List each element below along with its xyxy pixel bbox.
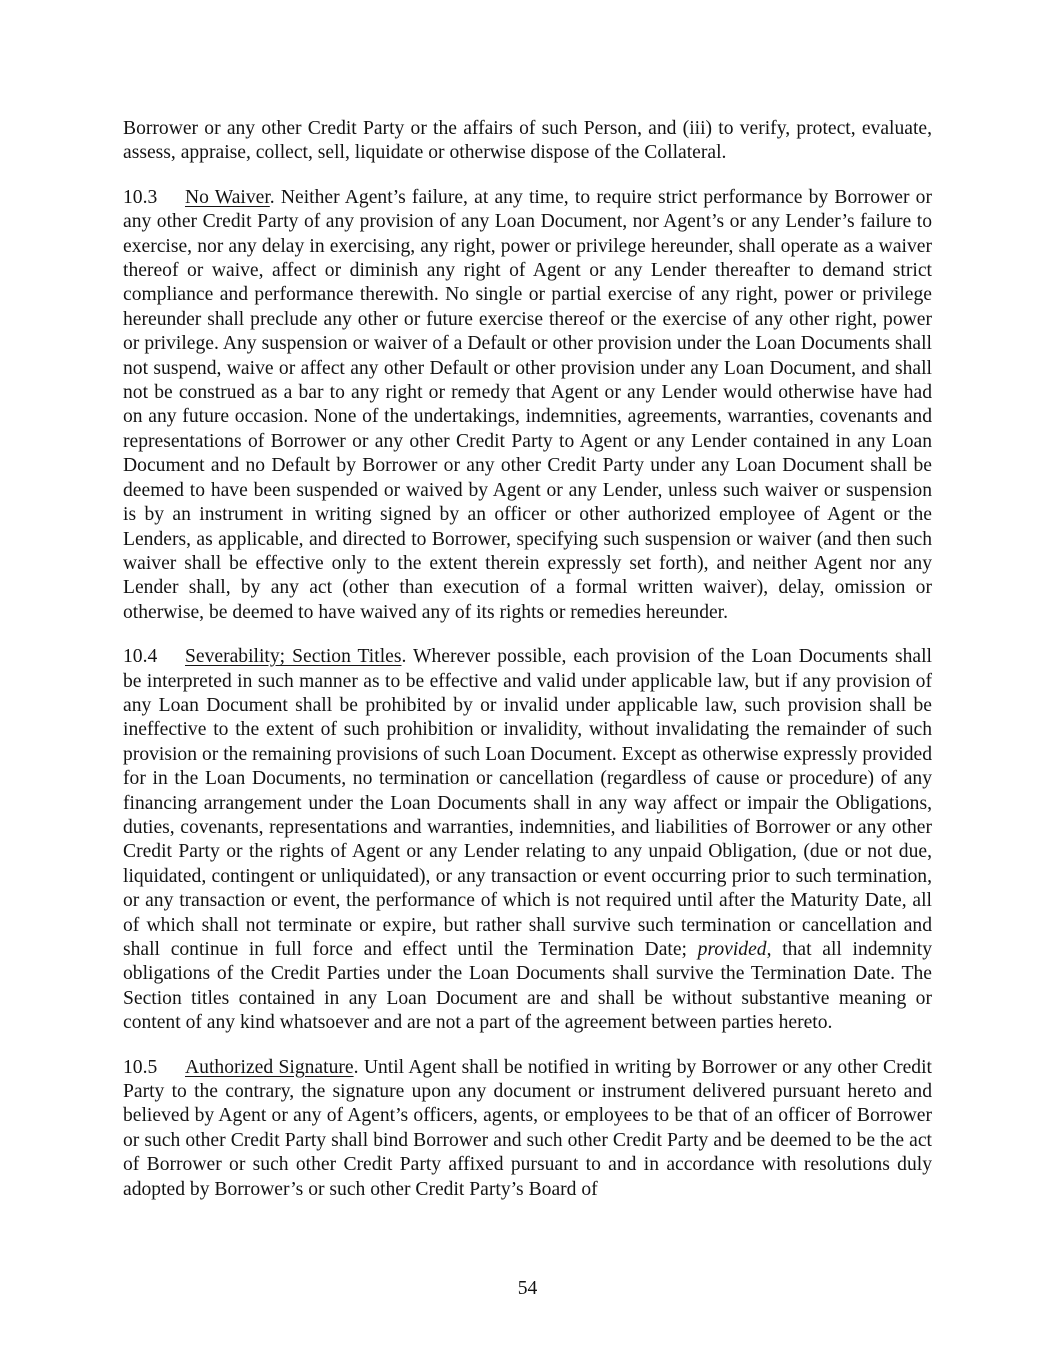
section-10-4-body-part2: , that all indemnity obligations of the Credit Parties under the Loan Documents shall survive the Termination Date. The Section titles contained in any Loan Document are and shall be without substantive meaning or content of any kind whatsoever and are not a part of the agreement between parties hereto. bbox=[123, 939, 932, 1034]
section-10-5-number: 10.5 bbox=[123, 1056, 158, 1078]
section-10-3-body: . Neither Agent’s failure, at any time, to require strict performance by Borrower or any other Credit Party of any provision of any Loan Document, nor Agent’s or any Lender’s failure to exercise, nor any delay in exercising, any right, power or privilege hereunder, shall operate as a waiver thereof or waive, affect or diminish any right of Agent or any Lender thereafter to demand strict compliance and performance therewith. No single or partial exercise of any right, power or privilege hereunder shall preclude any other or future exercise thereof or the exercise of any other right, power or privilege. Any suspension or waiver of a Default or other provision under the Loan Documents shall not suspend, waive or affect any other Default or other provision under any Loan Document, and shall not be construed as a bar to any right or remedy that Agent or any Lender would otherwise have had on any future occasion. None of the undertakings, indemnities, agreements, warranties, covenants and representations of Borrower or any other Credit Party to Agent or any Lender contained in any Loan Document and no Default by Borrower or any other Credit Party under any Loan Document shall be deemed to have been suspended or waived by Agent or any Lender, unless such waiver or suspension is by an instrument in writing signed by an officer or other authorized employee of Agent or the Lenders, as applicable, and directed to Borrower, specifying such suspension or waiver (and then such waiver shall be effective only to the extent therein expressly set forth), and neither Agent nor any Lender shall, by any act (other than execution of a formal written waiver), delay, omission or otherwise, be deemed to have waived any of its rights or remedies hereunder. bbox=[123, 186, 932, 623]
section-10-3-heading: No Waiver bbox=[185, 186, 270, 208]
section-10-3 bbox=[123, 186, 932, 625]
section-10-4-italic-provided: provided bbox=[697, 939, 767, 960]
document-body-text bbox=[123, 117, 932, 1202]
section-10-4-number: 10.4 bbox=[123, 646, 158, 668]
page-number: 54 bbox=[517, 1278, 538, 1299]
section-10-4-heading: Severability; Section Titles bbox=[185, 646, 402, 668]
section-10-4-body-part1: . Wherever possible, each provision of the Loan Documents shall be interpreted in such manner as to be effective and valid under applicable law, but if any provision of any Loan Document shall be prohibited by or invalid under applicable law, such provision shall be ineffective to the extent of such prohibition or invalidity, without invalidating the remainder of such provision or the remaining provisions of such Loan Document. Except as otherwise expressly provided for in the Loan Documents, no termination or cancellation (regardless of cause or procedure) of any financing arrangement under the Loan Documents shall in any way affect or impair the Obligations, duties, covenants, representations and warranties, indemnities, and liabilities of Borrower or any other Credit Party or the rights of Agent or any Lender relating to any unpaid Obligation, (due or not due, liquidated, contingent or unliquidated), or any transaction or event occurring prior to such termination, or any transaction or event, the performance of which is not required until after the Maturity Date, all of which shall not terminate or expire, but rather shall survive such termination or cancellation and shall continue in full force and effect until the Termination Date; bbox=[123, 646, 932, 960]
section-10-5 bbox=[123, 1056, 932, 1202]
section-10-4 bbox=[123, 645, 932, 1036]
section-10-5-body: . Until Agent shall be notified in writing by Borrower or any other Credit Party to the contrary, the signature upon any document or instrument delivered pursuant hereto and believed by Agent or any of Agent’s officers, agents, or employees to be that of an officer of Borrower or such other Credit Party shall bind Borrower and such other Credit Party and be deemed to be the act of Borrower or such other Credit Party affixed pursuant to and in accordance with resolutions duly adopted by Borrower’s or such other Credit Party’s Board of bbox=[123, 1056, 932, 1200]
section-10-5-heading: Authorized Signature bbox=[185, 1056, 354, 1078]
section-10-3-number: 10.3 bbox=[123, 186, 158, 208]
paragraph-continuation: Borrower or any other Credit Party or the affairs of such Person, and (iii) to verify, protect, evaluate, assess, appraise, collect, sell, liquidate or otherwise dispose of the Collateral. bbox=[123, 118, 932, 164]
